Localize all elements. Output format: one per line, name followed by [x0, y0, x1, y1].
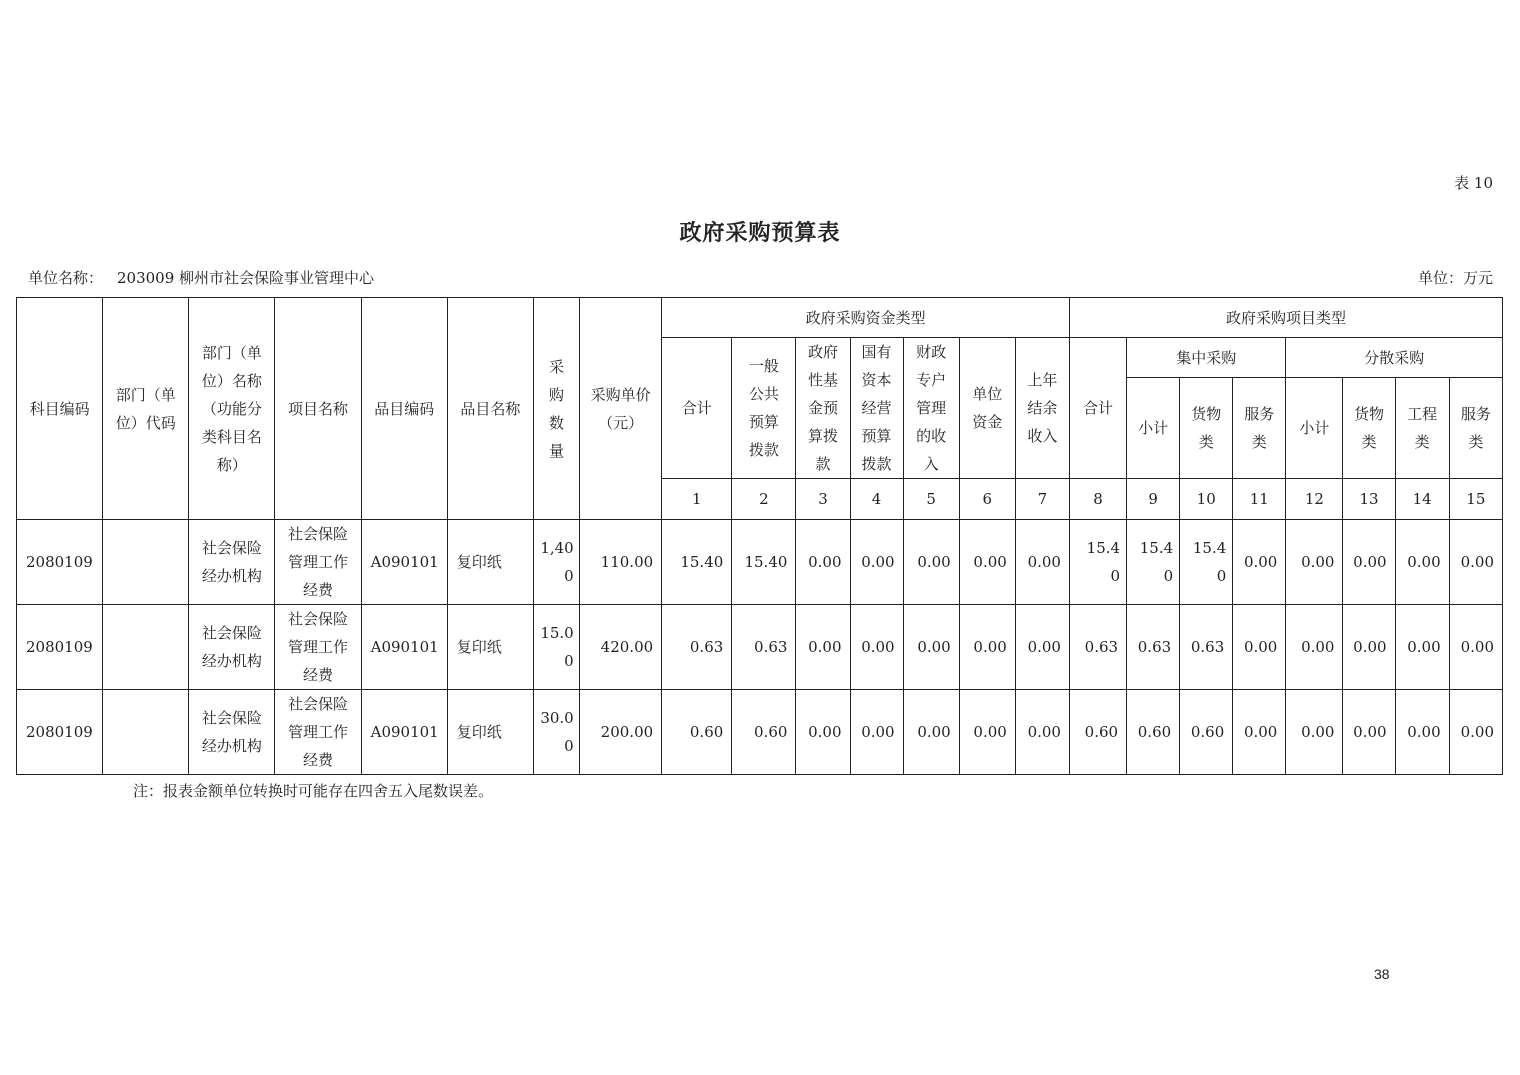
header-item-name: 品目名称: [447, 298, 533, 520]
header-fund-total: 合计: [662, 338, 732, 479]
budget-table: [16, 297, 1503, 775]
project-name-cell: 社会保险管理工作经费: [275, 520, 361, 605]
header-gov-fund: 政府性基金预算拨款: [796, 338, 850, 479]
value-cell: 0.00: [796, 690, 850, 775]
col-number: 1: [662, 479, 732, 520]
col-number: 14: [1395, 479, 1449, 520]
value-cell: 0.00: [1449, 605, 1502, 690]
quantity-cell: 30.00: [533, 690, 579, 775]
table-number: 表 10: [1454, 174, 1493, 192]
header-unit-fund: 单位资金: [959, 338, 1015, 479]
col-number: 4: [850, 479, 903, 520]
value-cell: 0.00: [1449, 690, 1502, 775]
unit-price-cell: 200.00: [580, 690, 662, 775]
value-cell: 0.63: [662, 605, 732, 690]
currency-unit: 单位：万元: [1417, 269, 1493, 287]
header-dept-code: 部门（单位）代码: [103, 298, 189, 520]
value-cell: 0.00: [850, 520, 903, 605]
header-c-subtotal: 小计: [1127, 378, 1180, 479]
subject-code-cell: 2080109: [17, 605, 103, 690]
value-cell: 0.63: [732, 605, 796, 690]
value-cell: 0.63: [1069, 605, 1126, 690]
item-name-cell: 复印纸: [447, 605, 533, 690]
header-row-1: [17, 298, 1503, 338]
header-centralized: 集中采购: [1127, 338, 1286, 378]
value-cell: 0.00: [1015, 605, 1069, 690]
value-cell: 0.60: [662, 690, 732, 775]
value-cell: 0.00: [959, 690, 1015, 775]
value-cell: 0.00: [903, 690, 959, 775]
item-code-cell: A090101: [361, 690, 447, 775]
col-number: 13: [1343, 479, 1395, 520]
header-d-goods: 货物类: [1343, 378, 1395, 479]
value-cell: 0.00: [903, 520, 959, 605]
header-item-code: 品目编码: [361, 298, 447, 520]
value-cell: 0.00: [903, 605, 959, 690]
col-number: 9: [1127, 479, 1180, 520]
value-cell: 0.60: [1069, 690, 1126, 775]
page-number: 38: [1374, 966, 1390, 982]
dept-code-cell: [103, 605, 189, 690]
page-title: 政府采购预算表: [679, 220, 841, 246]
project-name-cell: 社会保险管理工作经费: [275, 690, 361, 775]
value-cell: 15.40: [1069, 520, 1126, 605]
value-cell: 0.00: [1233, 605, 1286, 690]
dept-code-cell: [103, 520, 189, 605]
col-number: 3: [796, 479, 850, 520]
unit-name-value: 203009 柳州市社会保险事业管理中心: [117, 269, 375, 287]
value-cell: 0.00: [1395, 520, 1449, 605]
value-cell: 15.40: [732, 520, 796, 605]
value-cell: 0.00: [1449, 520, 1502, 605]
header-special-account: 财政专户管理的收入: [903, 338, 959, 479]
value-cell: 0.00: [1286, 605, 1343, 690]
value-cell: 0.00: [1286, 690, 1343, 775]
table-row: [17, 690, 1503, 775]
header-quantity: 采购数量: [533, 298, 579, 520]
subject-code-cell: 2080109: [17, 690, 103, 775]
value-cell: 15.40: [1127, 520, 1180, 605]
header-c-service: 服务类: [1233, 378, 1286, 479]
header-d-engineering: 工程类: [1395, 378, 1449, 479]
col-number: 8: [1069, 479, 1126, 520]
value-cell: 0.00: [1286, 520, 1343, 605]
value-cell: 0.00: [959, 520, 1015, 605]
value-cell: 0.00: [1395, 605, 1449, 690]
header-state-capital: 国有资本经营预算拨款: [850, 338, 903, 479]
header-unit-price: 采购单价（元）: [580, 298, 662, 520]
value-cell: 0.60: [732, 690, 796, 775]
item-name-cell: 复印纸: [447, 690, 533, 775]
value-cell: 0.63: [1127, 605, 1180, 690]
item-code-cell: A090101: [361, 605, 447, 690]
dept-code-cell: [103, 690, 189, 775]
header-c-goods: 货物类: [1180, 378, 1233, 479]
col-number: 7: [1015, 479, 1069, 520]
value-cell: 0.00: [1233, 520, 1286, 605]
value-cell: 0.00: [796, 520, 850, 605]
value-cell: 0.00: [1015, 520, 1069, 605]
dept-name-cell: 社会保险经办机构: [189, 690, 275, 775]
col-number: 5: [903, 479, 959, 520]
table-row: [17, 605, 1503, 690]
table-row: [17, 520, 1503, 605]
col-number: 6: [959, 479, 1015, 520]
unit-price-cell: 110.00: [580, 520, 662, 605]
dept-name-cell: 社会保险经办机构: [189, 520, 275, 605]
unit-name-label: 单位名称：: [28, 269, 104, 287]
col-number: 12: [1286, 479, 1343, 520]
footnote: 注：报表金额单位转换时可能存在四舍五入尾数误差。: [133, 782, 494, 800]
col-number: 10: [1180, 479, 1233, 520]
value-cell: 0.00: [850, 605, 903, 690]
dept-name-cell: 社会保险经办机构: [189, 605, 275, 690]
item-code-cell: A090101: [361, 520, 447, 605]
value-cell: 0.60: [1127, 690, 1180, 775]
header-d-service: 服务类: [1449, 378, 1502, 479]
header-d-subtotal: 小计: [1286, 378, 1343, 479]
unit-price-cell: 420.00: [580, 605, 662, 690]
header-project-type: 政府采购项目类型: [1069, 298, 1502, 338]
value-cell: 0.63: [1180, 605, 1233, 690]
subject-code-cell: 2080109: [17, 520, 103, 605]
header-fund-type: 政府采购资金类型: [662, 298, 1070, 338]
header-decentralized: 分散采购: [1286, 338, 1503, 378]
value-cell: 0.60: [1180, 690, 1233, 775]
header-subject-code: 科目编码: [17, 298, 103, 520]
project-name-cell: 社会保险管理工作经费: [275, 605, 361, 690]
header-dept-name: 部门（单位）名称（功能分类科目名称）: [189, 298, 275, 520]
value-cell: 0.00: [1395, 690, 1449, 775]
value-cell: 15.40: [1180, 520, 1233, 605]
quantity-cell: 1,400: [533, 520, 579, 605]
value-cell: 0.00: [1233, 690, 1286, 775]
value-cell: 0.00: [850, 690, 903, 775]
col-number: 15: [1449, 479, 1502, 520]
value-cell: 0.00: [796, 605, 850, 690]
header-project-name: 项目名称: [275, 298, 361, 520]
value-cell: 0.00: [1015, 690, 1069, 775]
header-last-year: 上年结余收入: [1015, 338, 1069, 479]
header-general-budget: 一般公共预算拨款: [732, 338, 796, 479]
item-name-cell: 复印纸: [447, 520, 533, 605]
value-cell: 0.00: [1343, 690, 1395, 775]
value-cell: 15.40: [662, 520, 732, 605]
header-proj-total: 合计: [1069, 338, 1126, 479]
quantity-cell: 15.00: [533, 605, 579, 690]
col-number: 2: [732, 479, 796, 520]
col-number: 11: [1233, 479, 1286, 520]
value-cell: 0.00: [959, 605, 1015, 690]
value-cell: 0.00: [1343, 520, 1395, 605]
value-cell: 0.00: [1343, 605, 1395, 690]
